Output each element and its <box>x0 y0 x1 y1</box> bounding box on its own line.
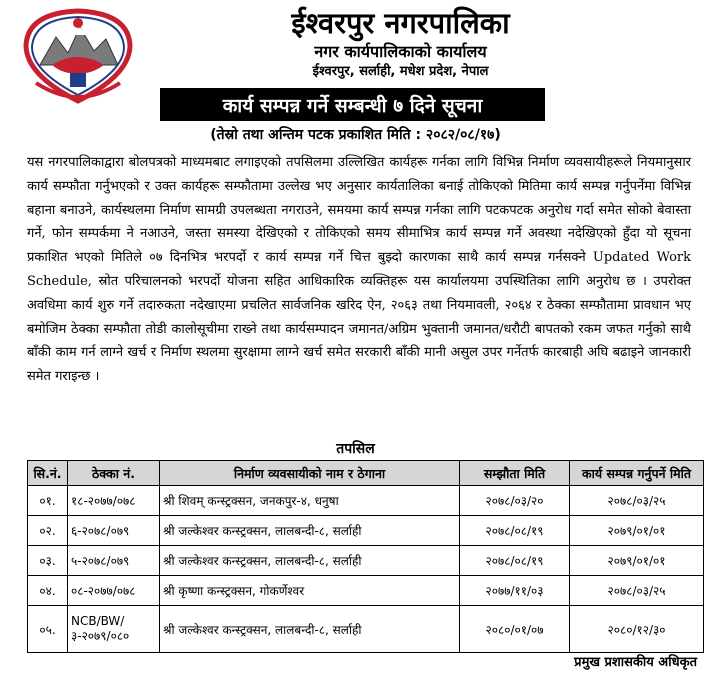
table-row <box>28 486 704 516</box>
row-serial: ०१. <box>28 486 68 516</box>
notice-banner: कार्य सम्पन्न गर्ने सम्बन्धी ७ दिने सूचना <box>160 88 545 121</box>
schedule-title: तपसिल <box>336 441 375 457</box>
row-completion-date: २०७९/०१/०१ <box>570 516 704 546</box>
table-row <box>28 576 704 606</box>
row-agreement-date: २०७७/११/०३ <box>460 576 570 606</box>
row-agreement-date: २०७८/०३/२० <box>460 486 570 516</box>
row-contractor: श्री शिवम् कन्स्ट्रक्सन, जनकपुर-४, धनुषा <box>160 486 460 516</box>
office-name: नगर कार्यपालिकाको कार्यालय <box>314 42 487 61</box>
row-contractor: श्री जल्केश्वर कन्स्ट्रक्सन, लालबन्दी-८, सर्लाही <box>160 516 460 546</box>
row-agreement-date: २०७८/०८/१९ <box>460 546 570 576</box>
header-contractor: निर्माण व्यवसायीको नाम र ठेगाना <box>160 461 460 486</box>
row-completion-date: २०७९/०१/०१ <box>570 546 704 576</box>
publication-date: (तेस्रो तथा अन्तिम पटक प्रकाशित मिति : २०८२/०८/१७) <box>210 127 501 143</box>
row-agreement-date: २०८०/०१/०७ <box>460 606 570 653</box>
row-serial: ०३. <box>28 546 68 576</box>
table-row <box>28 516 704 546</box>
row-contract-no: NCB/BW/३-२०७९/०८० <box>68 606 160 653</box>
row-completion-date: २०८०/१२/३० <box>570 606 704 653</box>
notice-body: यस नगरपालिकाद्वारा बोलपत्रको माध्यमबाट लगाइएको तपसिलमा उल्लिखित कार्यहरू गर्नका लागि विभिन्न निर्माण व्यवसायीहरूले नियमानुसार कार्य सम्फौता गर्नुभएको र उक्त कार्यहरू सम्फौतामा उल्लेख भए अनुसार कार्यतालिका बनाई तोकिएको मितिमा कार्य सम्पन्न गर्नुपर्नेमा विभिन्न बहाना बनाउने, कार्यस्थलमा निर्माण सामग्री उपलब्धता नगराउने, समयमा कार्य सम्पन्न गर्नका लागि पटकपटक अनुरोध गर्दा समेत सोको बेवास्ता गर्ने, फोन सम्पर्कमा ने नआउने, जस्ता समस्या देखिएको र तोकिएको समय सीमाभित्र कार्य सम्पन्न गर्ने अवस्था नदेखिएको हुँदा यो सूचना प्रकाशित भएको मितिले ०७ दिनभित्र भरपर्दो र कार्य सम्पन्न गर्ने चित्त बुझ्दो कारणका साथै कार्य सम्पन्न गर्नसक्ने Updated Work Schedule, स्रोत परिचालनको भरपर्दो योजना सहित आधिकारिक व्यक्तिहरू यस कार्यालयमा उपस्थितिका लागि अनुरोध छ । उपरोक्त अवधिमा कार्य शुरु गर्ने तदारुकता नदेखाएमा प्रचलित सार्वजनिक खरिद ऐन, २०६३ तथा नियमावली, २०६४ र ठेक्का सम्फौतामा प्रावधान भए बमोजिम ठेक्का सम्फौता तोडी कालोसूचीमा राख्ने तथा कार्यसम्पादन जमानत/अग्रिम भुक्तानी जमानत/धरौटी बापतको रकम जफत गर्नुको साथै बाँकी काम गर्न लाग्ने खर्च र निर्माण स्थलमा सुरक्षामा लाग्ने खर्च समेत सरकारी बाँकी मानी असुल उपर गर्नेतर्फ कारबाही अघि बढाइने जानकारी समेत गराइन्छ । <box>27 155 691 385</box>
row-contract-no: ०८-२०७७/०७८ <box>68 576 160 606</box>
row-completion-date: २०७८/०३/२५ <box>570 486 704 516</box>
table-header-row <box>28 461 704 486</box>
office-address: ईश्वरपुर, सर्लाही, मधेश प्रदेश, नेपाल <box>312 64 489 79</box>
header-agreement-date: सम्झौता मिति <box>460 461 570 486</box>
header-completion-date: कार्य सम्पन्न गर्नुपर्ने मिति <box>570 461 704 486</box>
row-agreement-date: २०७८/०८/१९ <box>460 516 570 546</box>
header-contract-no: ठेक्का नं. <box>68 461 160 486</box>
government-emblem-icon <box>18 5 138 107</box>
row-serial: ०२. <box>28 516 68 546</box>
row-contract-no: ६-२०७८/०७९ <box>68 516 160 546</box>
row-completion-date: २०७८/०३/२५ <box>570 576 704 606</box>
table-row <box>28 606 704 653</box>
row-contractor: श्री जल्केश्वर कन्स्ट्रक्सन, लालबन्दी-८, सर्लाही <box>160 606 460 653</box>
row-serial: ०४. <box>28 576 68 606</box>
municipality-title: ईश्वरपुर नगरपालिका <box>291 6 510 40</box>
table-row <box>28 546 704 576</box>
row-contractor: श्री जल्केश्वर कन्स्ट्रक्सन, लालबन्दी-८, सर्लाही <box>160 546 460 576</box>
row-contractor: श्री कृष्णा कन्स्ट्रक्सन, गोकर्णेश्वर <box>160 576 460 606</box>
schedule-table <box>27 460 704 653</box>
row-serial: ०५. <box>28 606 68 653</box>
header-serial: सि.नं. <box>28 461 68 486</box>
row-contract-no: ५-२०७८/०७९ <box>68 546 160 576</box>
row-contract-no: १८-२०७७/०७८ <box>68 486 160 516</box>
signatory-title: प्रमुख प्रशासकीय अधिकृत <box>574 655 697 670</box>
